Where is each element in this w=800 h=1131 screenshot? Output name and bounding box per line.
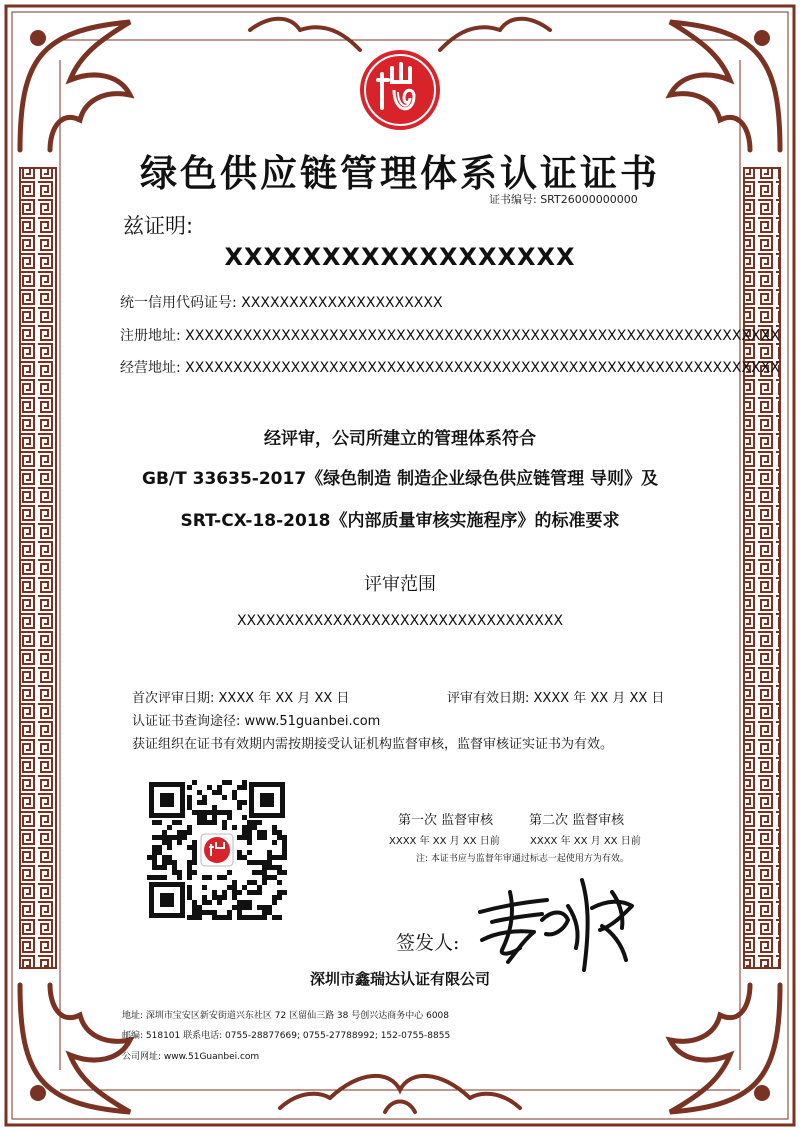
- supervision-2-title: 第二次 监督审核: [529, 813, 625, 828]
- operating-address: 经营地址: XXXXXXXXXXXXXXXXXXXXXXXXXXXXXXXXXXXXXXXXXXXXXXXXXXXXXXXXXXXXXX: [120, 360, 780, 376]
- certificate-number: 证书编号: SRT26000000000: [489, 193, 638, 206]
- footer-address: 地址: 深圳市宝安区新安街道兴东社区 72 区留仙三路 38 号创兴达商务中心 6008: [122, 1011, 450, 1021]
- footer-website: 公司网址: www.51Guanbei.com: [122, 1052, 260, 1062]
- statement-line-1: 经评审，公司所建立的管理体系符合: [264, 429, 536, 449]
- issuer-name: 深圳市鑫瑞达认证有限公司: [309, 970, 490, 988]
- handwritten-signature: [472, 870, 657, 980]
- supervision-1-date: XXXX 年 XX 月 XX 日前: [389, 836, 500, 847]
- statement-line-2: GB/T 33635-2017《绿色制造 制造企业绿色供应链管理 导则》及: [142, 469, 658, 489]
- statement-line-3: SRT-CX-18-2018《内部质量审核实施程序》的标准要求: [180, 511, 620, 531]
- scope-value: XXXXXXXXXXXXXXXXXXXXXXXXXXXXXXXXXX: [236, 613, 564, 629]
- red-round-seal-icon: [358, 48, 442, 132]
- footer-postal-phone: 邮编: 518101 联系电话: 0755-28877669; 0755-27788992; 152-0755-8855: [122, 1031, 451, 1041]
- credit-code: 统一信用代码证号: XXXXXXXXXXXXXXXXXXXXX: [120, 295, 443, 311]
- certify-label: 兹证明:: [123, 214, 194, 238]
- qr-code-icon: [147, 780, 287, 920]
- first-review-date: 首次评审日期: XXXX 年 XX 月 XX 日: [132, 691, 350, 706]
- supervision-note: 注: 本证书应与监督年审通过标志一起使用方为有效。: [416, 854, 629, 864]
- certificate-title: 绿色供应链管理体系认证证书: [140, 151, 660, 195]
- scope-title: 评审范围: [364, 574, 436, 595]
- supervision-2-date: XXXX 年 XX 月 XX 日前: [530, 836, 641, 847]
- company-name: XXXXXXXXXXXXXXXXXX: [224, 243, 576, 271]
- validity-notice: 获证组织在证书有效期内需按期接受认证机构监督审核，监督审核证实证书为有效。: [132, 737, 614, 752]
- valid-date: 评审有效日期: XXXX 年 XX 月 XX 日: [447, 691, 665, 706]
- registered-address: 注册地址: XXXXXXXXXXXXXXXXXXXXXXXXXXXXXXXXXXXXXXXXXXXXXXXXXXXXXXXXXXXXXX: [120, 328, 780, 344]
- signer-label: 签发人:: [396, 932, 460, 954]
- supervision-1-title: 第一次 监督审核: [398, 813, 494, 828]
- query-url: 认证证书查询途径: www.51guanbei.com: [132, 714, 381, 729]
